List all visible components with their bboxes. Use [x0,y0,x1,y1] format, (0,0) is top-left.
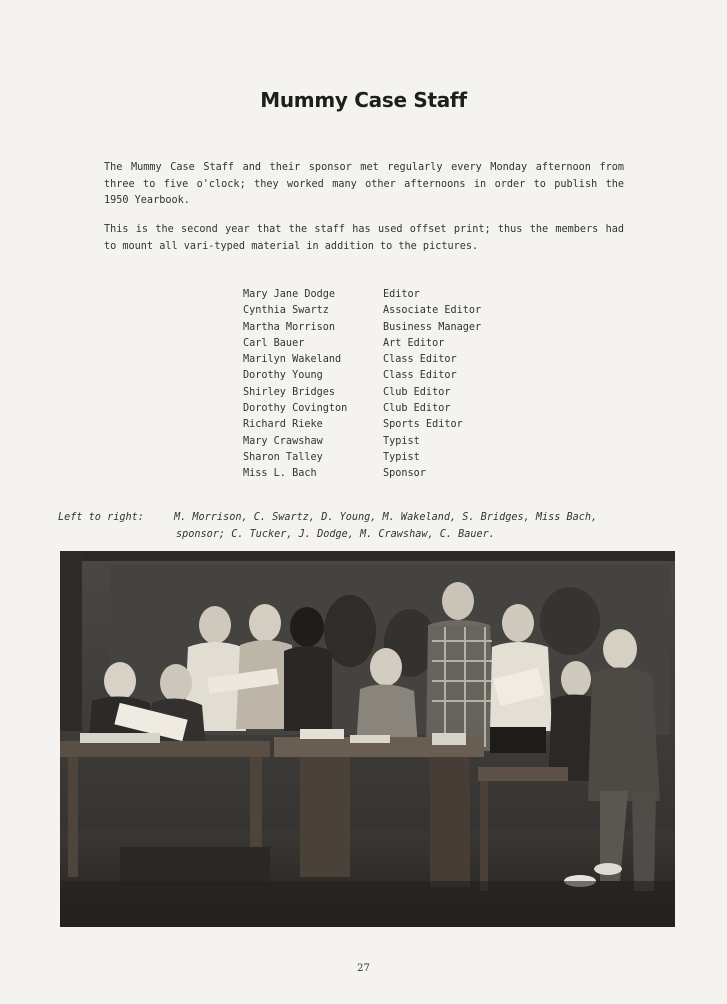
staff-row [243,417,481,433]
staff-group-photo [60,551,675,927]
staff-name: Mary Jane Dodge [243,289,336,300]
staff-name: Martha Morrison [243,321,336,333]
staff-row [243,336,481,352]
staff-row [243,303,481,319]
page-number: 27 [357,963,370,974]
staff-row [243,434,481,450]
staff-role: Sponsor [383,468,426,480]
caption-lead: Left to right: [58,512,144,523]
offset-print-paragraph: This is the second year that the staff has used offset print; thus the members had to mount all vari-typed material in addition to the pictures. [104,224,624,252]
staff-roster [243,287,481,483]
staff-name: Richard Rieke [243,419,323,431]
staff-row [243,450,481,466]
staff-role: Sports Editor [383,419,463,431]
staff-name: Shirley Bridges [243,386,336,398]
caption-line-1 [58,509,597,526]
staff-role: Class Editor [383,354,457,366]
staff-row [243,385,481,401]
staff-role: Business Manager [383,321,482,333]
staff-role: Club Editor [383,386,451,398]
staff-role: Typist [383,451,420,463]
staff-name: Dorothy Young [243,370,323,382]
staff-role: Club Editor [383,403,451,415]
caption-names-2: sponsor; C. Tucker, J. Dodge, M. Crawshaw, C. Bauer. [176,529,495,540]
staff-row [243,368,481,384]
staff-role: Typist [383,435,420,447]
staff-name: Cynthia Swartz [243,305,329,317]
staff-role: Class Editor [383,370,457,382]
page-title: Mummy Case Staff [260,88,467,112]
staff-row [243,352,481,368]
staff-name: Sharon Talley [243,451,323,463]
staff-name: Miss L. Bach [243,468,317,480]
photo-caption [58,509,597,543]
caption-names-1: M. Morrison, C. Swartz, D. Young, M. Wakeland, S. Bridges, Miss Bach, [174,512,598,523]
staff-role: Art Editor [383,337,445,349]
staff-row [243,401,481,417]
staff-role: Associate Editor [383,305,482,317]
staff-name: Carl Bauer [243,337,305,349]
staff-row [243,287,481,303]
staff-row [243,466,481,482]
intro-paragraph: The Mummy Case Staff and their sponsor met regularly every Monday afternoon from three to five o'clock; they worked many other afternoons in order to publish the 1950 Yearbook. [104,162,624,206]
staff-name: Marilyn Wakeland [243,354,342,366]
staff-name: Dorothy Covington [243,403,348,415]
staff-role: Editor [383,289,420,300]
staff-row [243,320,481,336]
staff-name: Mary Crawshaw [243,435,323,447]
